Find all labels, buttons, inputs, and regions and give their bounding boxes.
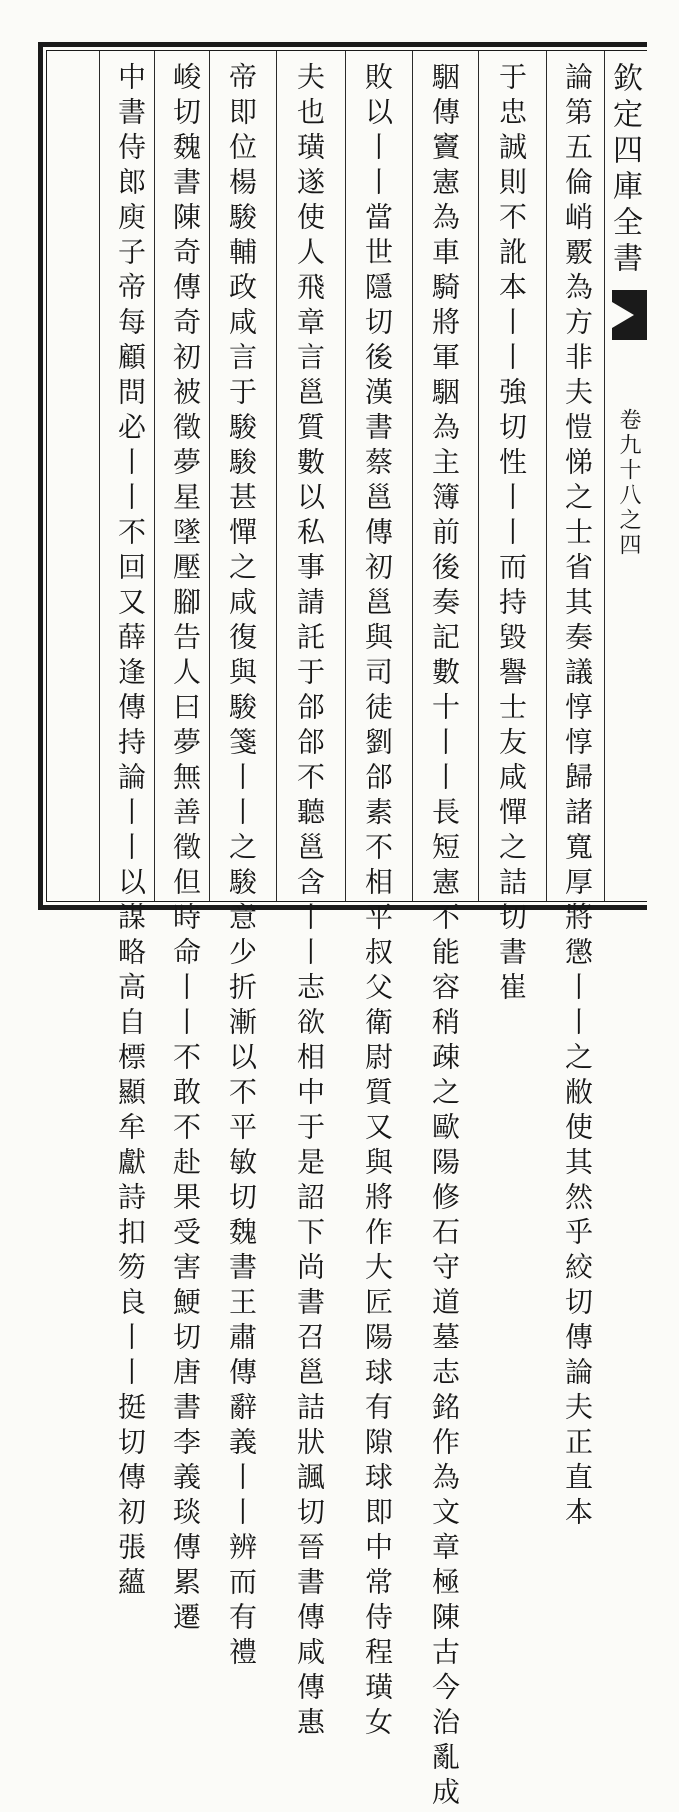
- column-text: 敗以丨丨當世隱切後漢書蔡邕傳初邕與司徒劉郃素不相平叔父衛尉質又與將作大匠陽球有隙球即中常侍程璜女: [361, 62, 394, 1742]
- column-text: 帝即位楊駿輔政咸言于駿駿甚憚之咸復與駿箋丨丨之駿意少折漸以不平敏切魏書王肅傳辭義丨丨辨而有禮: [225, 62, 258, 1672]
- column-text: 夫也璜遂使人飛章言邕質數以私事請託于郃郃不聽邕含丨丨志欲相中于是詔下尚書召邕詰狀諷切晉書傳咸傳惠: [293, 62, 326, 1742]
- text-column-3: [417, 62, 471, 1812]
- column-text: 峻切魏書陳奇傳奇初被徵夢星墜壓腳告人曰夢無善徵但時命丨丨不敢不赴果受害鯁切唐書李義琰傳累遷: [169, 62, 202, 1637]
- column-divider: [478, 51, 479, 901]
- fish-tail-mark: [612, 290, 647, 340]
- text-column-8: [103, 62, 157, 1602]
- column-divider: [345, 51, 346, 901]
- column-divider: [99, 51, 100, 901]
- column-text: 論第五倫峭覈為方非夫愷悌之士省其奏議惇惇歸諸寬厚將懲丨丨之敝使其然乎絞切傳論夫正直本: [561, 62, 594, 1532]
- column-divider: [546, 51, 547, 901]
- column-text: 駰傳竇憲為車騎將軍駰為主簿前後奏記數十丨丨長短憲不能容稍疎之歐陽修石守道墓志銘作為文章極陳古今治亂成: [428, 62, 461, 1812]
- text-column-4: [350, 62, 404, 1742]
- book-title: 欽定四庫全書: [607, 62, 642, 278]
- text-column-1: [550, 62, 604, 1532]
- column-text: 于忠誠則不訛本丨丨強切性丨丨而持毀譽士友咸憚之詰切書崔: [495, 62, 528, 1007]
- volume-label: 卷九十八之四: [616, 408, 641, 558]
- column-text: 中書侍郎庾子帝每顧問必丨丨不回又薛逢傳持論丨丨以謀略高自標顯牟獻詩扣笏良丨丨挺切傳初張蘊: [114, 62, 147, 1602]
- column-divider: [276, 51, 277, 901]
- text-column-5: [282, 62, 336, 1742]
- text-column-6: [214, 62, 268, 1672]
- column-divider: [412, 51, 413, 901]
- text-column-2: [484, 62, 538, 1007]
- text-column-7: [158, 62, 212, 1637]
